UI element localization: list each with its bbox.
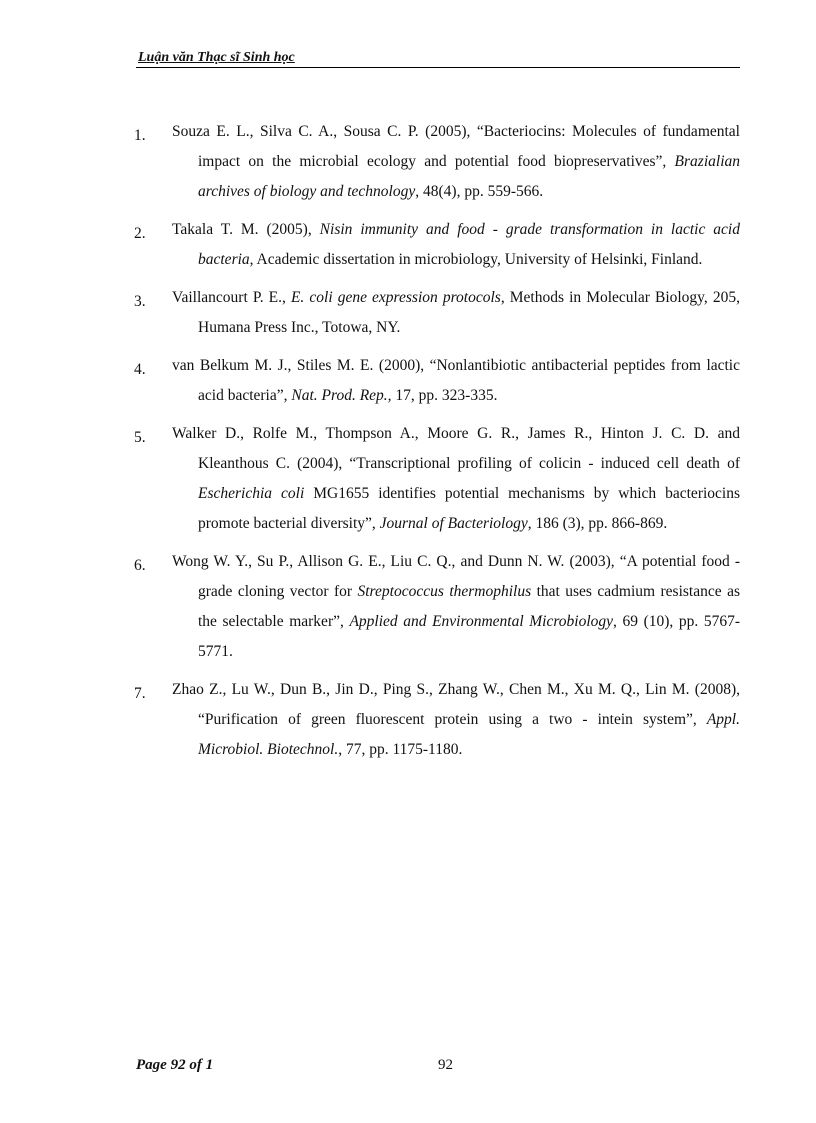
page-header [136,50,740,68]
reference-text: Takala T. M. (2005), [172,221,320,238]
reference-text: that uses cadmium resistance as the selectable marker”, [198,583,740,630]
reference-text: Walker D., Rolfe M., Thompson A., Moore G. R., James R., Hinton J. C. D. and Kleanthous C. (2004), “Transcriptional profiling of colicin - induced cell death of [172,425,740,472]
reference-number: 2. [134,225,146,242]
reference-item [134,351,740,411]
reference-title: Nisin immunity and food - grade transformation in lactic acid bacteria [198,221,740,268]
reference-text: , 69 (10), pp. 5767-5771. [198,613,740,660]
reference-text: Zhao Z., Lu W., Dun B., Jin D., Ping S., Zhang W., Chen M., Xu M. Q., Lin M. (2008), “Purification of green fluorescent protein using a two - intein system”, [172,681,740,728]
reference-species: Escherichia coli [198,485,305,502]
reference-journal: Brazialian archives of biology and technology [198,153,740,200]
reference-text: Wong W. Y., Su P., Allison G. E., Liu C. Q., and Dunn N. W. (2003), “A potential food - grade cloning vector for [172,553,740,600]
reference-text: , 77, pp. 1175-1180. [338,741,463,758]
page-number: 92 [438,1057,453,1073]
reference-number: 3. [134,293,146,310]
reference-text: 17, pp. 323-335. [391,387,498,404]
reference-item [134,215,740,275]
reference-number: 5. [134,429,146,446]
reference-text: , 48(4), pp. 559-566. [415,183,544,200]
page-footer [136,1057,740,1077]
reference-item [134,547,740,667]
reference-number: 4. [134,361,146,378]
header-title: Luận văn Thạc sĩ Sinh học [138,50,295,65]
reference-text: , 186 (3), pp. 866-869. [527,515,668,532]
reference-species: Streptococcus thermophilus [357,583,532,600]
reference-journal: Nat. Prod. Rep., [291,387,392,404]
reference-item [134,283,740,343]
reference-text: Vaillancourt P. E., [172,289,291,306]
reference-number: 1. [134,127,146,144]
reference-item [134,117,740,207]
page-label: Page 92 of 1 [136,1057,214,1073]
reference-list [134,117,740,773]
reference-journal: Appl. Microbiol. Biotechnol. [198,711,740,758]
reference-number: 7. [134,685,146,702]
reference-journal: Applied and Environmental Microbiology [349,613,614,630]
reference-title: E. coli gene expression protocols [290,289,501,306]
reference-text: van Belkum M. J., Stiles M. E. (2000), “Nonlantibiotic antibacterial peptides from lactic acid bacteria”, [172,357,740,404]
reference-number: 6. [134,557,146,574]
reference-text: MG1655 identifies potential mechanisms by which bacteriocins promote bacterial diversity”, [198,485,740,532]
reference-text: , Methods in Molecular Biology, 205, Humana Press Inc., Totowa, NY. [198,289,740,336]
reference-item [134,419,740,539]
reference-item [134,675,740,765]
reference-text: Souza E. L., Silva C. A., Sousa C. P. (2005), “Bacteriocins: Molecules of fundamental impact on the microbial ecology and potential food biopreservatives”, [172,123,740,170]
reference-journal: Journal of Bacteriology [379,515,528,532]
reference-text: , Academic dissertation in microbiology, University of Helsinki, Finland. [249,251,703,268]
